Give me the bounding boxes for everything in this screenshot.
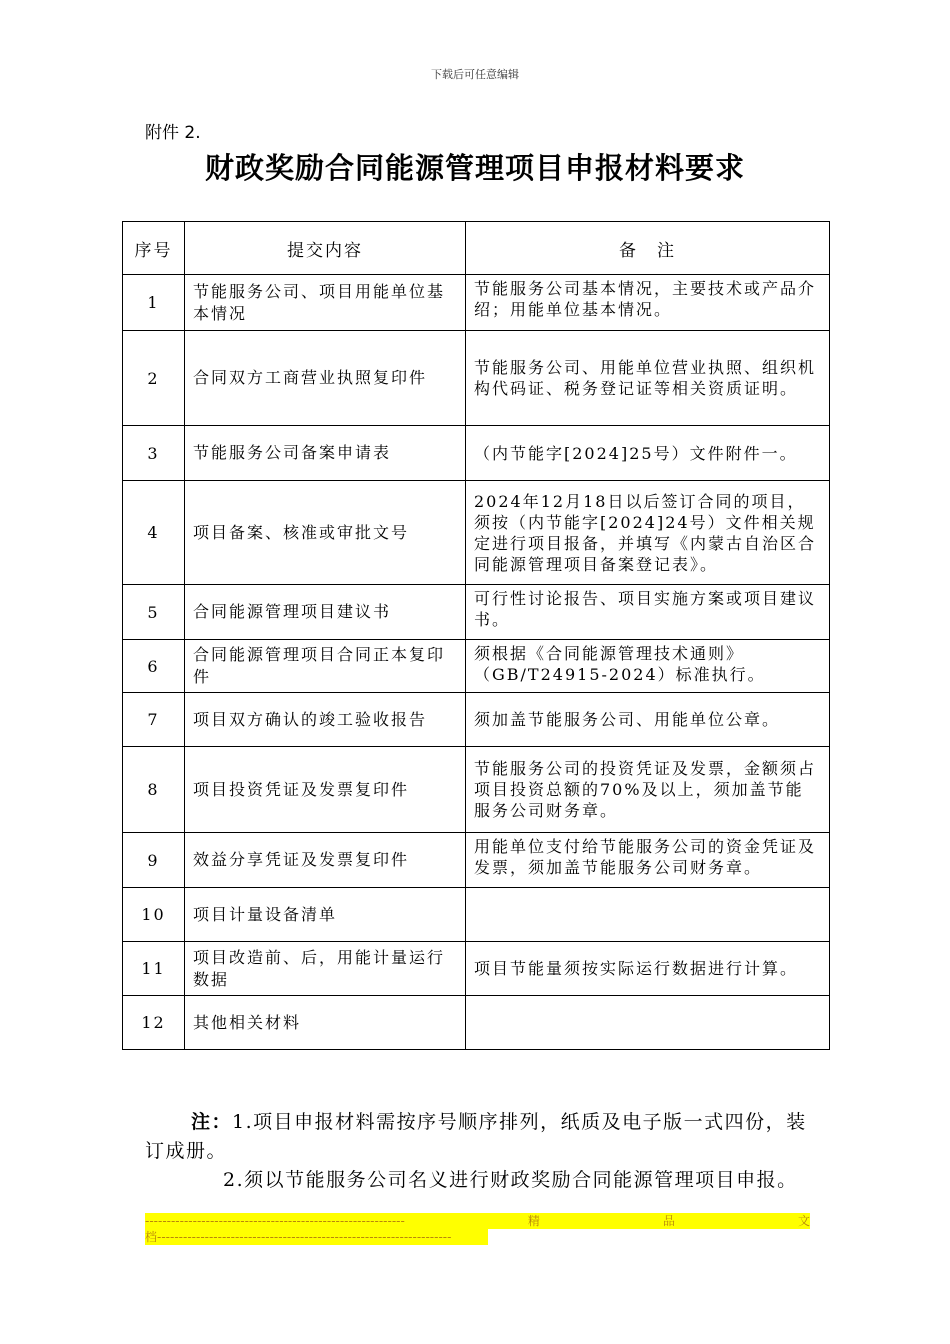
note-item-1: 注：1.项目申报材料需按序号顺序排列，纸质及电子版一式四份，装订成册。 [145,1111,807,1162]
row-no: 7 [123,693,185,747]
note-item-2 [145,1166,810,1195]
header-remark: 备 注 [466,222,830,275]
row-content: 效益分享凭证及发票复印件 [185,833,466,888]
row-remark: 节能服务公司基本情况，主要技术或产品介绍；用能单位基本情况。 [466,275,830,331]
row-no: 12 [123,996,185,1050]
table-row [123,747,830,833]
table-row [123,888,830,942]
note-text-2: 2.须以节能服务公司名义进行财政奖励合同能源管理项目申报。 [223,1169,798,1191]
row-content: 项目改造前、后，用能计量运行数据 [185,942,466,996]
table-row [123,585,830,640]
footer-dashes-2: -------------------------------------------------------------------- [157,1230,452,1244]
footer-word-2: 品 [662,1214,675,1228]
row-remark: 项目节能量须按实际运行数据进行计算。 [466,942,830,996]
row-no: 9 [123,833,185,888]
footer-word-3: 文 [797,1214,810,1228]
footer-dashes-1: ------------------------------------------------------------ [145,1214,405,1228]
header-no: 序号 [123,222,185,275]
page-title: 财政奖励合同能源管理项目申报材料要求 [204,151,745,185]
row-remark [466,996,830,1050]
row-content: 合同双方工商营业执照复印件 [185,331,466,426]
row-content: 其他相关材料 [185,996,466,1050]
table-row [123,996,830,1050]
table-row [123,942,830,996]
table-header-row [123,222,830,275]
table-row [123,331,830,426]
row-remark: 可行性讨论报告、项目实施方案或项目建议书。 [466,585,830,640]
table-row [123,640,830,693]
row-content: 节能服务公司、项目用能单位基本情况 [185,275,466,331]
row-remark: 须加盖节能服务公司、用能单位公章。 [466,693,830,747]
footer-word-1: 精 [527,1214,540,1228]
row-remark: 用能单位支付给节能服务公司的资金凭证及发票，须加盖节能服务公司财务章。 [466,833,830,888]
row-remark: 2024年12月18日以后签订合同的项目，须按（内节能字[2024]24号）文件相关规定进行项目报备，并填写《内蒙古自治区合同能源管理项目备案登记表》。 [466,481,830,585]
row-content: 合同能源管理项目合同正本复印件 [185,640,466,693]
row-content: 节能服务公司备案申请表 [185,426,466,481]
row-remark: （内节能字[2024]25号）文件附件一。 [466,426,830,481]
row-no: 11 [123,942,185,996]
row-remark: 节能服务公司、用能单位营业执照、组织机构代码证、税务登记证等相关资质证明。 [466,331,830,426]
attachment-label: 附件 2. [145,123,201,143]
notes-label: 注 [191,1111,212,1133]
row-no: 3 [123,426,185,481]
row-remark: 节能服务公司的投资凭证及发票，金额须占项目投资总额的70%及以上，须加盖节能服务公司财务章。 [466,747,830,833]
notes-section [145,1108,810,1195]
row-no: 10 [123,888,185,942]
footer-word-4: 档 [145,1230,158,1244]
table-row [123,693,830,747]
row-content: 项目双方确认的竣工验收报告 [185,693,466,747]
row-no: 8 [123,747,185,833]
row-content: 项目计量设备清单 [185,888,466,942]
footer-watermark [145,1213,810,1249]
row-no: 4 [123,481,185,585]
row-content: 项目投资凭证及发票复印件 [185,747,466,833]
footer-line-2 [145,1229,488,1245]
row-no: 6 [123,640,185,693]
note-text-1: 1.项目申报材料需按序号顺序排列，纸质及电子版一式四份，装订成册。 [145,1111,807,1162]
row-content: 合同能源管理项目建议书 [185,585,466,640]
row-remark [466,888,830,942]
header-note: 下载后可任意编辑 [431,68,519,81]
row-no: 5 [123,585,185,640]
table-row [123,833,830,888]
table-row [123,426,830,481]
footer-line-1 [145,1213,810,1229]
header-content: 提交内容 [185,222,466,275]
table-row [123,275,830,331]
row-no: 1 [123,275,185,331]
row-content: 项目备案、核准或审批文号 [185,481,466,585]
table-row [123,481,830,585]
row-no: 2 [123,331,185,426]
requirements-table [122,221,830,1050]
row-remark: 须根据《合同能源管理技术通则》（GB/T24915-2024）标准执行。 [466,640,830,693]
